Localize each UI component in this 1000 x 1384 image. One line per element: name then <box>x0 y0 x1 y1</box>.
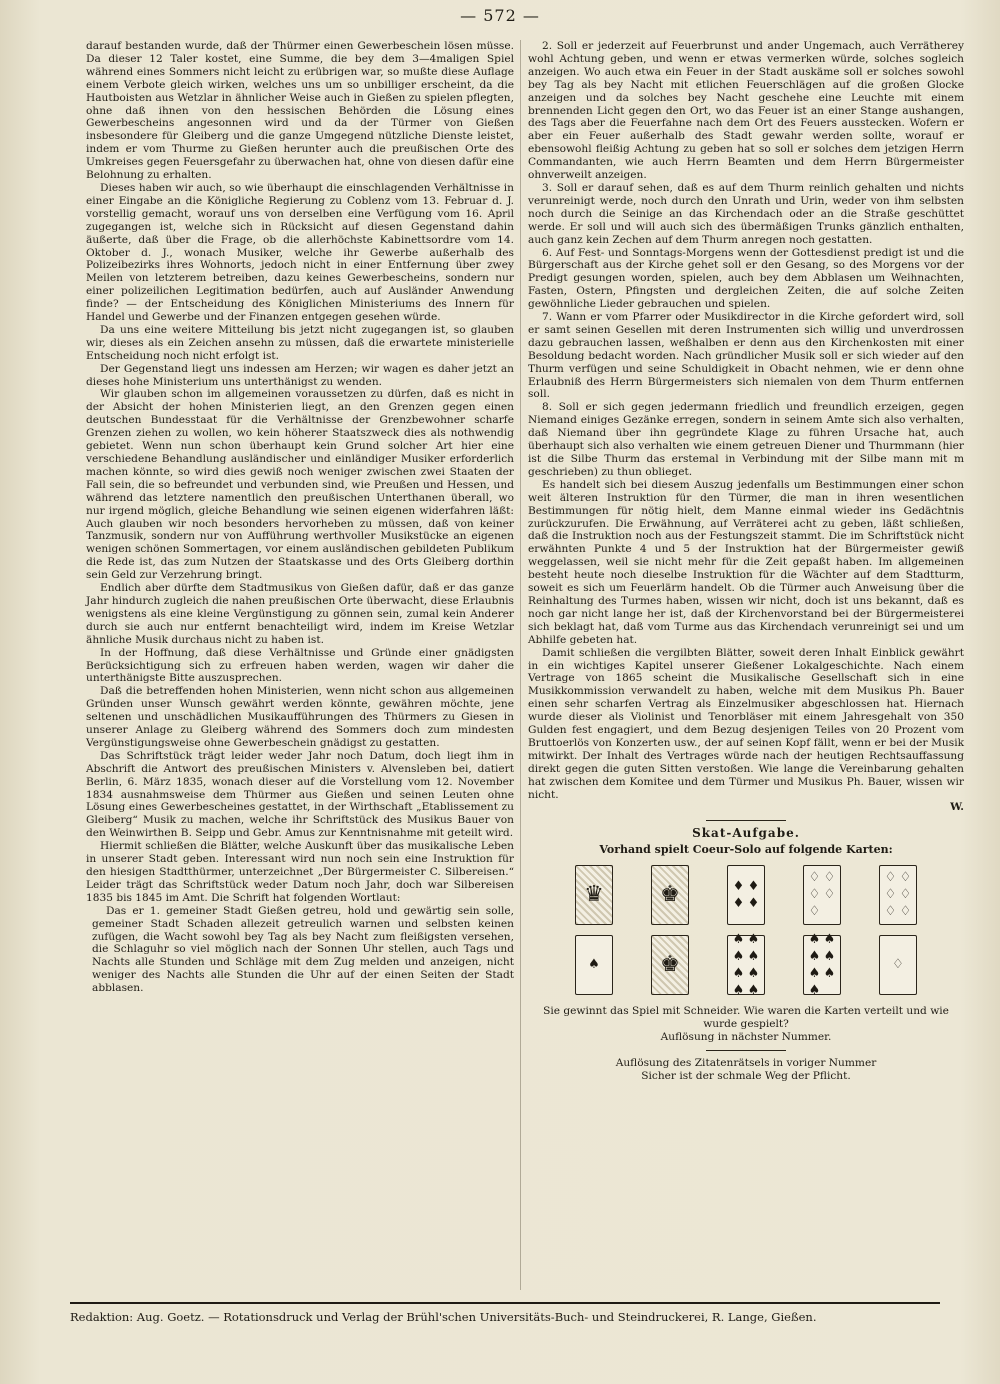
suit-icon: ♢ <box>808 904 821 920</box>
suit-icon: ♦ <box>732 878 745 894</box>
suit-icon: ♢ <box>808 887 821 903</box>
suit-icon: ♠ <box>747 948 760 964</box>
author-signature: W. <box>950 801 964 814</box>
card-grid <box>528 865 964 998</box>
paragraph: Es handelt sich bei diesem Auszug jedenfalls um Bestimmungen einer schon weit älteren Instruktion für den Türmer, die man in ihren wesentlichen Bestimmungen für nötig hielt, dem Manne einmal wieder ins Gedächtnis zurückzurufen. Die Erwähnung, auf Verräterei acht zu geben, läßt schließen, daß die Instruktion noch aus der Festungszeit stammt. Die im Schriftstück nicht erwähnten Punkte 4 und 5 der Instruktion hat der Bürgermeister gewiß weggelassen, weil sie nicht mehr für die Zeit gepaßt haben. Im allgemeinen besteht heute noch dieselbe Instruktion für die Wächter auf dem Stadtturm, soweit es sich um Feuerlärm handelt. Ob die Türmer auch Anweisung über die Reinhaltung des Turmes haben, wissen wir nicht, doch ist uns bekannt, daß es noch gar nicht lange her ist, daß der Kirchenvorstand bei der Bürgermeisterei sich beklagt hat, daß vom Turme aus das Kirchendach verunreinigt sei und um Abhilfe gebeten hat. <box>528 478 964 646</box>
suit-icon: ♢ <box>884 904 897 920</box>
suit-icon: ♠ <box>732 982 745 998</box>
card-pips <box>588 958 600 972</box>
paragraph: Da uns eine weitere Mitteilung bis jetzt nicht zugegangen ist, so glauben wir, dieses als ein Zeichen ansehn zu müssen, daß die erwartete ministerielle Entscheidung noch nicht erfolgt ist. <box>86 323 514 362</box>
suit-icon: ♢ <box>808 870 821 886</box>
paragraph: Der Gegenstand liegt uns indessen am Herzen; wir wagen es daher jetzt an dieses hohe Ministerium uns unterthänigst zu wenden. <box>86 362 514 388</box>
suit-icon: ♢ <box>899 904 912 920</box>
instruction-item: 3. Soll er darauf sehen, daß es auf dem Thurm reinlich gehalten und nichts verunreinigt werde, noch durch den Unrath und Urin, weder von ihm selbsten noch durch die Seinige an das Kirchendach oder an die Straße geschüttet werde. Er soll und will auch sich des übermäßigen Trunks gänzlich enthalten, auch ganz kein Zechen auf dem Thurm anregen noch gestatten. <box>528 181 964 246</box>
playing-card <box>651 935 689 995</box>
suit-icon: ♦ <box>747 878 760 894</box>
playing-card <box>879 935 917 995</box>
suit-icon: ♠ <box>588 957 600 973</box>
suit-icon: ♠ <box>823 965 836 981</box>
suit-icon: ♠ <box>808 948 821 964</box>
suit-icon: ♠ <box>808 982 821 998</box>
separator-rule <box>706 820 786 821</box>
instruction-item: 6. Auf Fest- und Sonntags-Morgens wenn der Gottesdienst predigt ist und die Bürgerschaft aus der Kirche gehet soll er den Gesang, so des Morgens vor der Predigt gesungen worden, spielen, auch bey dem Abblasen um Weihnachten, Fasten, Ostern, Pfingsten und dergleichen Zeiten, die auf solche Zeiten gewöhnliche Lieder gebrauchen und spielen. <box>528 246 964 311</box>
card-face-icon: ♚ <box>660 882 680 908</box>
instruction-item: 7. Wann er vom Pfarrer oder Musikdirector in die Kirche gefordert wird, soll er samt seinen Gesellen mit deren Instrumenten sich willig und unverdrossen dazu gebrauchen lassen, weßhalben er denn aus den Kirchenkosten mit einer Besoldung bedacht worden. Nach gründlicher Musik soll er sich wieder auf den Thurm verfügen und seine Schuldigkeit in Obacht nehmen, wie er denn ohne Erlaubniß des Herrn Bürgermeisters sich niemalen von dem Thurm entfernen soll. <box>528 311 964 401</box>
card-pips <box>809 933 836 998</box>
page-number: — 572 — <box>460 6 540 25</box>
instruction-quote: Das er 1. gemeiner Stadt Gießen getreu, hold und gewärtig sein solle, gemeiner Stadt Schaden allezeit getreulich warnen und selbsten keinen zufügen, die Wacht sowohl bey Tag als bey Nacht zum fleißigsten versehen, die Schlaguhr so viel möglich nach der Sonnen Uhr stellen, auch Tags und Nachts alle Stunden und Schläge mit dem Zug melden und anzeigen, nicht weniger des Nachts alle Stunden die Uhr auf der einen Seiten der Stadt abblasen. <box>92 904 514 995</box>
playing-card <box>803 865 841 925</box>
card-slot <box>637 935 703 995</box>
card-face-icon: ♚ <box>660 952 680 978</box>
suit-icon: ♢ <box>823 887 836 903</box>
suit-icon: ♠ <box>747 982 760 998</box>
card-slot <box>561 935 627 995</box>
skat-intro: Vorhand spielt Coeur-Solo auf folgende Karten: <box>599 843 893 857</box>
paragraph: Hiermit schließen die Blätter, welche Auskunft über das musikalische Leben in unserer Stadt geben. Interessant wird nun noch sein eine Instruktion für den hiesigen Stadtthürmer, unterzeichnet „Der Bürgermeister C. Silbereisen.“ Leider trägt das Schriftstück weder Datum noch Jahr, doch war Silbereisen 1835 bis 1845 im Amt. Die Schrift hat folgenden Wortlaut: <box>86 840 514 904</box>
card-pips <box>892 958 904 972</box>
paragraph: Endlich aber dürfte dem Stadtmusikus von Gießen dafür, daß er das ganze Jahr hindurch zugleich die nahen preußischen Orte überwacht, diese Erlaubnis wenigstens als eine kleine Vergünstigung zu gönnen sein, zumal kein Anderer durch sie auch nur entfernt benachteiligt wird, indem im Kreise Wetzlar ähnliche Musik durchaus nicht zu haben ist. <box>86 582 514 646</box>
suit-icon: ♢ <box>899 887 912 903</box>
playing-card <box>575 935 613 995</box>
card-pips <box>733 880 760 911</box>
playing-card <box>727 865 765 925</box>
card-slot <box>789 865 855 925</box>
card-slot <box>637 865 703 925</box>
paragraph: darauf bestanden wurde, daß der Thürmer einen Gewerbeschein lösen müsse. Da dieser 12 Taler kostet, eine Summe, die bey dem 3—4maligen Spiel während eines Sommers nicht leicht zu erübrigen war, so mußte diese Auflage einem Verbote gleich wirken, welches uns um so unbilliger erscheint, da die Hautboisten aus Wetzlar in ähnlicher Weise auch in Gießen zu spielen pflegten, ohne daß ihnen von den hessischen Behörden die Lösung eines Gewerbescheins angesonnen wird und da der Türmer von Gießen insbesondere für Gleiberg und die ganze Umgegend nützliche Dienste leistet, indem er vom Thurme zu Gießen herunter auch die preußischen Orte des Umkreises gegen Feuersgefahr zu überwachen hat, ohne von diesen dafür eine Belohnung zu erhalten. <box>86 40 514 182</box>
paragraph: Daß die betreffenden hohen Ministerien, wenn nicht schon aus allgemeinen Gründen unser Wunsch gewährt werden könnte, gewähren möchte, jene seltenen und unschädlichen Musikaufführungen des Thürmers zu Giesen in unserer Anlage zu Gleiberg während des Sommers doch zum mindesten Vergünstigungsweise ohne Gewerbeschein gnädigst zu gestatten. <box>86 685 514 749</box>
column-divider <box>520 40 521 1290</box>
suit-icon: ♢ <box>899 870 912 886</box>
suit-icon: ♠ <box>747 931 760 947</box>
paragraph: Wir glauben schon im allgemeinen voraussetzen zu dürfen, daß es nicht in der Absicht der hohen Ministerien liegt, an den Grenzen gegen einen deutschen Bundesstaat für die Verhältnisse der Grenzbewohner scharfe Grenzen ziehen zu wollen, wo kein höherer Staatszweck dies als nothwendig gebietet. Wenn nun schon überhaupt kein Grund solcher Art hier eine verschiedene Behandlung ausländischer und einländiger Musiker erforderlich machen könnte, so wird dies gewiß noch weniger zwischen zwei Staaten der Fall sein, die so befreundet und verbunden sind, wie Preußen und Hessen, und während das letztere namentlich den preußischen Unterthanen überall, wo nur irgend möglich, gleiche Behandlung wie seinen eigenen widerfahren läßt: Auch glauben wir noch besonders hervorheben zu müssen, daß von keiner Tanzmusik, sondern nur von Aufführung werthvoller Musikstücke an eigenen wenigen schönen Sommertagen, vor einem ausländischen gebildeten Publikum die Rede ist, das zum Nutzen der Staatskasse und des Orts Gleiberg dorthin sein Geld zur Verzehrung bringt. <box>86 388 514 582</box>
playing-card <box>651 865 689 925</box>
card-pips <box>733 933 760 998</box>
suit-icon: ♠ <box>732 948 745 964</box>
card-pips <box>885 871 912 919</box>
suit-icon: ♢ <box>884 887 897 903</box>
card-slot <box>713 931 779 998</box>
suit-icon: ♠ <box>732 965 745 981</box>
card-slot <box>561 865 627 925</box>
previous-solution-text: Sicher ist der schmale Weg der Pflicht. <box>641 1069 851 1082</box>
left-column <box>86 40 514 995</box>
suit-icon: ♠ <box>808 931 821 947</box>
suit-icon: ♦ <box>732 895 745 911</box>
card-slot <box>713 865 779 925</box>
skat-question: Sie gewinnt das Spiel mit Schneider. Wie waren die Karten verteilt und wie wurde gespielt? <box>543 1005 949 1031</box>
playing-card <box>575 865 613 925</box>
imprint-footer: Redaktion: Aug. Goetz. — Rotationsdruck und Verlag der Brühl'schen Universitäts-Buch- und Steindruckerei, R. Lange, Gießen. <box>70 1302 940 1324</box>
suit-icon: ♢ <box>892 957 904 973</box>
paragraph: Damit schließen die vergilbten Blätter, soweit deren Inhalt Einblick gewährt in ein wichtiges Kapitel unserer Gießener Lokalgeschichte. Nach einem Vertrage von 1865 scheint die Musikalische Gesellschaft sich in eine Musikkommission verwandelt zu haben, welche mit dem Musikus Ph. Bauer einen sehr scharfen Vertrag als Einzelmusiker abgeschlossen hat. Hiernach wurde dieser als Violinist und Tenorbläser mit einem Jahresgehalt von 350 Gulden fest engagiert, und dem Bezug desjenigen Teiles von 20 Prozent vom Bruttoerlös von Konzerten usw., der auf seinen Kopf fällt, wenn er bei der Musik mitwirkt. Der Inhalt des Vertrages würde nach der heutigen Rechtsauffassung direkt gegen die guten Sitten verstoßen. Wie lange die Vereinbarung gehalten hat zwischen dem Komitee und dem Türmer und Musikus Ph. Bauer, wissen wir nicht. <box>528 646 964 801</box>
card-slot <box>865 935 931 995</box>
suit-icon: ♦ <box>747 895 760 911</box>
suit-icon: ♢ <box>823 870 836 886</box>
card-face-icon: ♛ <box>584 882 604 908</box>
suit-icon: ♠ <box>808 965 821 981</box>
suit-icon: ♢ <box>884 870 897 886</box>
playing-card <box>727 931 765 998</box>
skat-title: Skat-Aufgabe. <box>692 826 800 841</box>
separator-rule <box>706 1050 786 1051</box>
playing-card <box>879 865 917 925</box>
suit-icon: ♠ <box>823 931 836 947</box>
skat-puzzle <box>528 827 964 1082</box>
paragraph: Dieses haben wir auch, so wie überhaupt die einschlagenden Verhältnisse in einer Eingabe an die Königliche Regierung zu Coblenz vom 13. Februar d. J. vorstellig gemacht, worauf uns von derselben eine Verfügung vom 16. April zugegangen ist, welche sich in Rücksicht auf diesen Gegenstand dahin äußerte, daß über die Frage, ob die allerhöchste Kabinettsordre vom 14. Oktober d. J., wonach Musiker, welche ihr Gewerbe außerhalb des Polizeibezirks ihres Wohnorts, jedoch nicht in einer Entfernung über zwey Meilen von letzterem betreiben, dazu keines Gewerbescheins, sondern nur einer polizeilichen Legitimation bedürfen, auch auf Ausländer Anwendung finde? — der Entscheidung des Königlichen Ministeriums des Innern für Handel und Gewerbe und der Finanzen entgegen gesehen würde. <box>86 181 514 324</box>
paragraph: In der Hoffnung, daß diese Verhältnisse und Gründe einer gnädigsten Berücksichtigung sich zu erfreuen haben werden, wagen wir daher die unterthänigste Bitte auszusprechen. <box>86 646 514 685</box>
right-column <box>528 40 964 1083</box>
suit-icon: ♠ <box>732 931 745 947</box>
playing-card <box>803 931 841 998</box>
paragraph: Das Schriftstück trägt leider weder Jahr noch Datum, doch liegt ihm in Abschrift die Antwort des preußischen Ministers v. Alvensleben bei, datiert Berlin, 6. März 1835, wonach dieser auf die Vorstellung vom 12. November 1834 ausnahmsweise dem Thürmer aus Gießen und seinen Leuten ohne Lösung eines Gewerbescheines gestattet, in der Wirthschaft „Etablissement zu Gleiberg“ Musik zu machen, welche ihr Schriftstück des Musikus Bauer von den Weinwirthen B. Seipp und Gebr. Amus zur Kenntnisnahme mit geteilt wird. <box>86 749 514 840</box>
previous-solution-title: Auflösung des Zitatenrätsels in voriger Nummer <box>615 1056 877 1069</box>
card-slot <box>865 865 931 925</box>
card-pips <box>809 871 836 919</box>
instruction-item: 8. Soll er sich gegen jedermann friedlich und freundlich erzeigen, gegen Niemand einiges Gezänke erregen, sondern in seinem Amte sich also verhalten, daß Niemand über ihn gegründete Klage zu führen Ursache hat, auch überhaupt sich also verhalten wie einem getreuen Diener und Thurmmann (hier ist die Silbe Thurm das erstemal in Verbindung mit der Silbe mann mit m geschrieben) zu thun oblieget. <box>528 401 964 478</box>
suit-icon: ♠ <box>747 965 760 981</box>
instruction-item: 2. Soll er jederzeit auf Feuerbrunst und ander Ungemach, auch Verrätherey wohl Achtung geben, und wenn er etwas vermerken würde, solches sogleich anzeigen. Wo auch etwa ein Feuer in der Stadt auskäme soll er solches sowohl bey Tag als bey Nacht mit etlichen Feuerschlägen auf die großen Glocke anzeigen und da solches bey Nacht geschehe eine Leuchte mit einem brennenden Licht gegen den Ort, wo das Feuer ist an einer Stange aushangen, des Tags aber die Feuerfahne nach dem Ort des Feuers ausstecken. Wofern er aber ein Feuer außerhalb des Stadt gewahr werden sollte, worauf er ebensowohl fleißig Achtung zu geben hat so soll er solches dem jetzigen Herrn Commandanten, wie auch Herrn Beamten und dem Herrn Bürgermeister ohnverweilt anzeigen. <box>528 40 964 182</box>
suit-icon: ♠ <box>823 948 836 964</box>
skat-answer-note: Auflösung in nächster Nummer. <box>660 1031 832 1043</box>
card-slot <box>789 931 855 998</box>
